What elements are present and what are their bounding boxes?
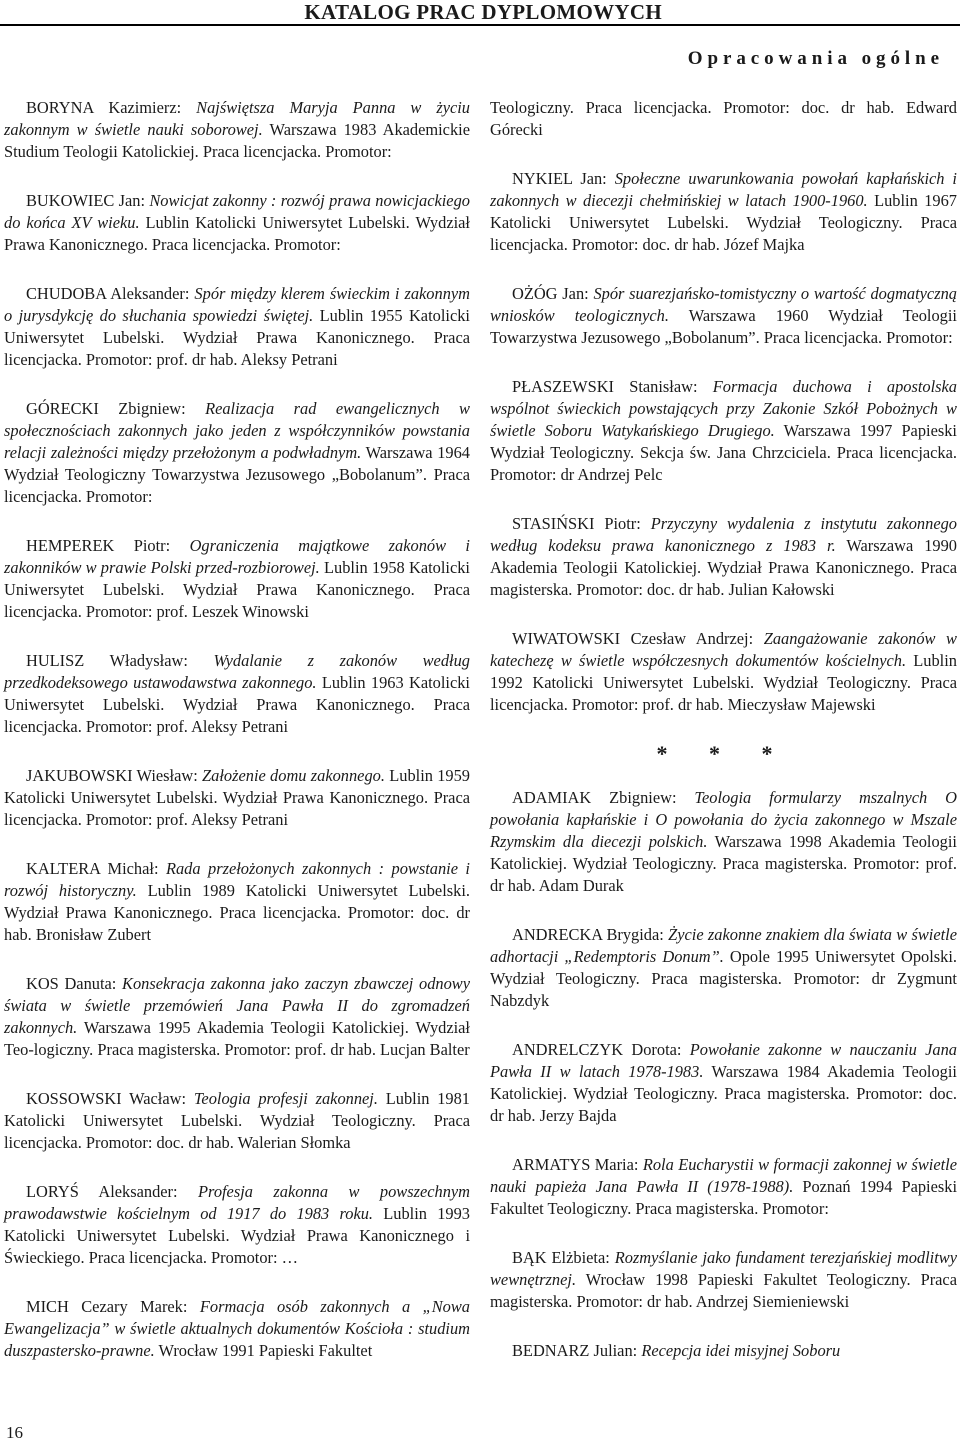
catalog-entry: WIWATOWSKI Czesław Andrzej: Zaangażowanie zakonów w katechezę w świetle współczesnych dokumentów kościelnych. Lublin 1992 Katolicki Uniwersytet Lubelski. Wydział Teologiczny. Praca licencjacka. Promotor: prof. dr hab. Mieczysław Majewski <box>490 629 957 714</box>
catalog-entry: BUKOWIEC Jan: Nowicjat zakonny : rozwój prawa nowicjackiego do końca XV wieku. Lublin Katolicki Uniwersytet Lubelski. Wydział Prawa Kanonicznego. Praca licencjacka. Promotor: <box>4 191 470 254</box>
catalog-entry: KOS Danuta: Konsekracja zakonna jako zaczyn zbawczej odnowy świata w świetle przemówień Jana Pawła II do zgromadzeń zakonnych. Warszawa 1995 Akademia Teologii Katolickiej. Wydział Teo-logiczny. Praca magisterska. Promotor: prof. dr hab. Lucjan Balter <box>4 974 470 1059</box>
catalog-title: KATALOG PRAC DYPLOMOWYCH <box>304 0 662 24</box>
catalog-entry: JAKUBOWSKI Wiesław: Założenie domu zakonnego. Lublin 1959 Katolicki Uniwersytet Lubelski. Wydział Prawa Kanonicznego. Praca licencjacka. Promotor: prof. Aleksy Petrani <box>4 766 470 829</box>
left-column <box>4 97 470 1389</box>
entry-continuation: Teologiczny. Praca licencjacka. Promotor: doc. dr hab. Edward Górecki <box>490 98 957 139</box>
catalog-entry: MICH Cezary Marek: Formacja osób zakonnych a „Nowa Ewangelizacja” w świetle aktualnych dokumentów Kościoła : studium duszpastersko-prawne. Wrocław 1991 Papieski Fakultet <box>4 1297 470 1360</box>
catalog-entry: KALTERA Michał: Rada przełożonych zakonnych : powstanie i rozwój historyczny. Lublin 1989 Katolicki Uniwersytet Lubelski. Wydział Prawa Kanonicznego. Praca licencjacka. Promotor: doc. dr hab. Bronisław Zubert <box>4 859 470 944</box>
catalog-entry: NYKIEL Jan: Społeczne uwarunkowania powołań kapłańskich i zakonnych w diecezji chełmińskiej w latach 1900-1960. Lublin 1967 Katolicki Uniwersytet Lubelski. Wydział Teologiczny. Praca licencjacka. Promotor: doc. dr hab. Józef Majka <box>490 169 957 254</box>
catalog-entry: BORYNA Kazimierz: Najświętsza Maryja Panna w życiu zakonnym w świetle nauki soborowej. Warszawa 1983 Akademickie Studium Teologii Katolickiej. Praca licencjacka. Promotor: <box>4 98 470 161</box>
catalog-entry: ARMATYS Maria: Rola Eucharystii w formacji zakonnej w świetle nauki papieża Jana Pawła II (1978-1988). Poznań 1994 Papieski Fakultet Teologiczny. Praca magisterska. Promotor: <box>490 1155 957 1218</box>
catalog-entry: STASIŃSKI Piotr: Przyczyny wydalenia z instytutu zakonnego według kodeksu prawa kanonicznego z 1983 r. Warszawa 1990 Akademia Teologii Katolickiej. Wydział Prawa Kanonicznego. Praca magisterska. Promotor: doc. dr hab. Julian Kałowski <box>490 514 957 599</box>
page-header <box>0 0 960 26</box>
catalog-entry: ANDRECKA Brygida: Życie zakonne znakiem dla świata w świetle adhortacji „Redemptoris Donum”. Opole 1995 Uniwersytet Opolski. Wydział Teologiczny. Praca magisterska. Promotor: dr Zygmunt Nabzdyk <box>490 925 957 1010</box>
catalog-entry: KOSSOWSKI Wacław: Teologia profesji zakonnej. Lublin 1981 Katolicki Uniwersytet Lubelski. Wydział Teologiczny. Praca licencjacka. Promotor: doc. dr hab. Walerian Słomka <box>4 1089 471 1152</box>
page-number: 16 <box>6 1423 23 1442</box>
catalog-entry: OŻÓG Jan: Spór suarezjańsko-tomistyczny o wartość dogmatyczną wniosków teologicznych. Warszawa 1960 Wydział Teologii Towarzystwa Jezusowego „Bobolanum”. Praca licencjacka. Promotor: <box>490 284 957 347</box>
catalog-entry: LORYŚ Aleksander: Profesja zakonna w powszechnym prawodawstwie kościelnym od 1917 do 1983 roku. Lublin 1993 Katolicki Uniwersytet Lubelski. Wydział Prawa Kanonicznego i Świeckiego. Praca licencjacka. Promotor: … <box>4 1182 471 1267</box>
catalog-entry: GÓRECKI Zbigniew: Realizacja rad ewangelicznych w społecznościach zakonnych jako jeden z współczynników powstania relacji zależności między przełożonym a podwładnym. Warszawa 1964 Wydział Teologiczny Towarzystwa Jezusowego „Bobolanum”. Praca licencjacka. Promotor: <box>4 399 470 506</box>
catalog-entry: ADAMIAK Zbigniew: Teologia formularzy mszalnych O powołania kapłańskie i O powołania do życia zakonnego w Mszale Rzymskim dla diecezji polskich. Warszawa 1998 Akademia Teologii Katolickiej. Wydział Teologiczny. Praca magisterska. Promotor: prof. dr hab. Adam Durak <box>490 788 957 895</box>
catalog-entry: BEDNARZ Julian: Recepcja idei misyjnej Soboru <box>512 1341 841 1360</box>
right-column <box>490 97 957 1389</box>
catalog-entry: PŁASZEWSKI Stanisław: Formacja duchowa i apostolska wspólnot świeckich powstających przy Zakonie Szkół Pobożnych w świetle Soboru Watykańskiego Drugiego. Warszawa 1997 Papieski Wydział Teologiczny. Sekcja św. Jana Chrzciciela. Praca licencjacka. Promotor: dr Andrzej Pelc <box>490 377 958 484</box>
catalog-entry: BĄK Elżbieta: Rozmyślanie jako fundament terezjańskiej modlitwy wewnętrznej. Wrocław 1998 Papieski Fakultet Teologiczny. Praca magisterska. Promotor: dr hab. Andrzej Siemieniewski <box>490 1248 957 1311</box>
catalog-entry: ANDRELCZYK Dorota: Powołanie zakonne w nauczaniu Jana Pawła II w latach 1978-1983. Warszawa 1984 Akademia Teologii Katolickiej. Wydział Teologiczny. Praca magisterska. Promotor: doc. dr hab. Jerzy Bajda <box>490 1040 957 1125</box>
section-separator: * * * <box>656 741 791 766</box>
catalog-entry: CHUDOBA Aleksander: Spór między klerem świeckim i zakonnym o jurysdykcję do słuchania spowiedzi świętej. Lublin 1955 Katolicki Uniwersytet Lubelski. Wydział Prawa Kanonicznego. Praca licencjacka. Promotor: prof. dr hab. Aleksy Petrani <box>4 284 470 369</box>
catalog-entry: HEMPEREK Piotr: Ograniczenia majątkowe zakonów i zakonników w prawie Polski przed-rozbiorowej. Lublin 1958 Katolicki Uniwersytet Lubelski. Wydział Prawa Kanonicznego. Praca licencjacka. Promotor: prof. Leszek Winowski <box>4 536 470 621</box>
section-title: Opracowania ogólne <box>687 48 944 69</box>
catalog-entry: HULISZ Władysław: Wydalanie z zakonów według przedkodeksowego ustawodawstwa zakonnego. Lublin 1963 Katolicki Uniwersytet Lubelski. Wydział Prawa Kanonicznego. Praca licencjacka. Promotor: prof. Aleksy Petrani <box>4 651 470 736</box>
